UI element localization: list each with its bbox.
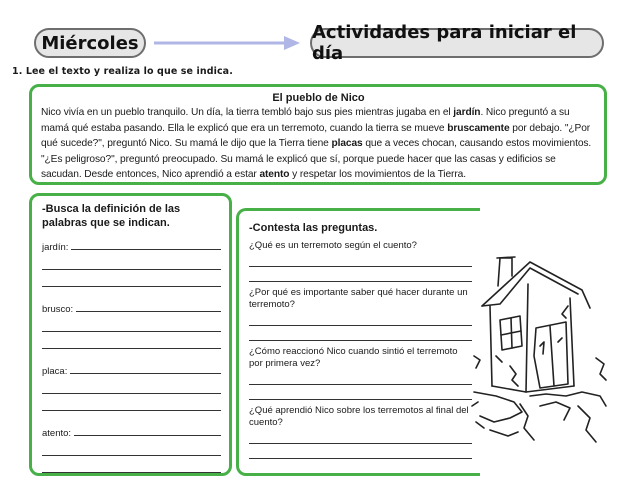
question-item (249, 346, 472, 400)
earthquake-house-illustration (470, 246, 610, 446)
answer-line[interactable] (42, 315, 221, 332)
definition-item (42, 298, 221, 349)
answer-line[interactable] (74, 435, 221, 436)
question-text: ¿Qué aprendió Nico sobre los terremotos al final del cuento? (249, 405, 469, 428)
definitions-title: -Busca la definición de las palabras que se indican. (42, 203, 181, 229)
keyword-jardin: jardín (453, 107, 481, 118)
story-segment: y respetar los movimientos de la Tierra. (289, 169, 466, 181)
instruction: 1. Lee el texto y realiza lo que se indica. (12, 66, 233, 77)
answer-line[interactable] (42, 439, 221, 456)
definition-word: atento: (42, 428, 72, 439)
question-item (249, 240, 472, 282)
answer-line[interactable] (249, 311, 472, 326)
story-segment: Nico vivía en un pueblo tranquilo. Un día, la tierra tembló bajo sus pies mientras jugaba en el (41, 107, 454, 118)
keyword-bruscamente: bruscamente (447, 122, 510, 134)
answer-line[interactable] (249, 252, 472, 267)
answer-line[interactable] (249, 444, 472, 459)
answer-line[interactable] (76, 311, 221, 312)
keyword-placas: placas (331, 138, 363, 150)
answer-line[interactable] (249, 370, 472, 385)
activities-title (310, 22, 604, 64)
question-text: ¿Cómo reaccionó Nico cuando sintió el terremoto por primera vez? (249, 346, 458, 369)
day-label (34, 28, 146, 58)
answer-line[interactable] (249, 385, 472, 400)
answer-line[interactable] (249, 267, 472, 282)
question-text: ¿Por qué es importante saber qué hacer durante un terremoto? (249, 287, 468, 310)
answer-line[interactable] (249, 326, 472, 341)
definition-item (42, 422, 221, 473)
story-title: El pueblo de Nico (272, 92, 365, 104)
story-segment: . Nico preguntó a su mamá qué estaba pasando. Ella le explicó que era un terremoto, cuando la tierra se mueve (41, 107, 570, 134)
day-text: Miércoles (41, 32, 139, 54)
answer-line[interactable] (249, 429, 472, 444)
activities-title-text: Actividades para iniciar el día (312, 22, 577, 64)
answer-line[interactable] (42, 377, 221, 394)
story-segment: que a veces chocan, causando estos movimientos. "¿Es peligroso?", preguntó preocupado. Su mamá le explicó que sí, porque puede hacer que las casas y edificios se sacudan. Desde entonces, Nico aprendió a estar (41, 138, 592, 181)
answer-line[interactable] (42, 456, 221, 473)
answer-line[interactable] (42, 270, 221, 287)
keyword-atento: atento (259, 169, 290, 181)
definition-item (42, 236, 221, 287)
questions-title: -Contesta las preguntas. (249, 222, 378, 234)
story-text (41, 105, 596, 183)
question-text: ¿Qué es un terremoto según el cuento? (249, 240, 417, 251)
question-item (249, 405, 472, 459)
answer-line[interactable] (42, 394, 221, 411)
definition-word: brusco: (42, 304, 74, 315)
story-segment: por debajo. "¿Por qué sucede?", preguntó Nico. Su mamá le dijo que la Tierra tiene (41, 122, 591, 150)
definitions-box (29, 193, 232, 476)
questions-box (236, 208, 480, 476)
question-item (249, 287, 472, 341)
definition-word: placa: (42, 366, 68, 377)
story-box (29, 84, 607, 185)
definition-word: jardín: (42, 242, 69, 253)
arrow-right-icon (152, 35, 302, 51)
answer-line[interactable] (71, 249, 221, 250)
answer-line[interactable] (70, 373, 221, 374)
answer-line[interactable] (42, 332, 221, 349)
definition-item (42, 360, 221, 411)
answer-line[interactable] (42, 253, 221, 270)
